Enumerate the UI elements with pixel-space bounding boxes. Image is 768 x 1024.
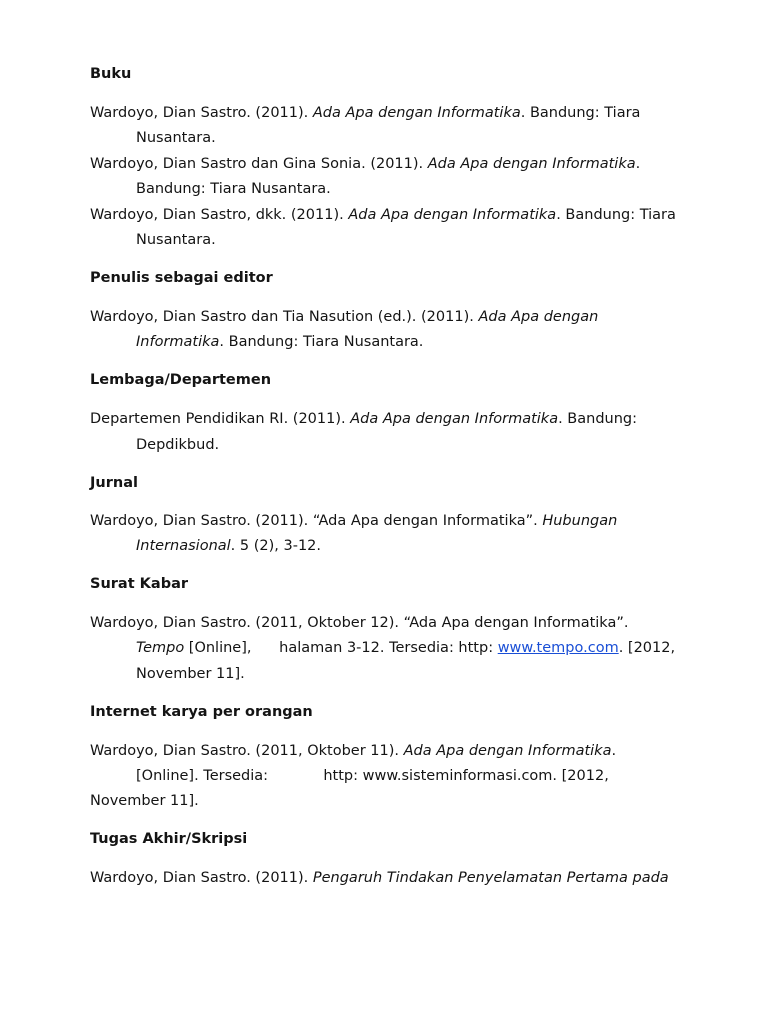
entry-line-indent: [Online]. Tersedia: http: www.sisteminformasi.com. [2012, [136,768,609,784]
entry-line-indent: Internasional. 5 (2), 3-12. [136,538,321,554]
entry-line: Wardoyo, Dian Sastro dan Tia Nasution (ed.). (2011). Ada Apa dengan [90,309,599,325]
section-heading: Buku [90,66,132,82]
entry-line-indent: Depdikbud. [136,437,220,453]
entry-line: Wardoyo, Dian Sastro, dkk. (2011). Ada Apa dengan Informatika. Bandung: Tiara [90,207,676,223]
section-heading: Lembaga/Departemen [90,372,272,388]
tempo-link[interactable]: www.tempo.com [497,640,619,656]
entry-line: Wardoyo, Dian Sastro. (2011). Pengaruh Tindakan Penyelamatan Pertama pada [90,870,669,886]
entry-line: Wardoyo, Dian Sastro. (2011, Oktober 12). “Ada Apa dengan Informatika”. [90,615,629,631]
entry-line-indent: November 11]. [136,666,245,682]
section-heading: Internet karya per orangan [90,704,313,720]
entry-line-indent: Nusantara. [136,130,216,146]
section-heading: Tugas Akhir/Skripsi [90,831,248,847]
entry-line-indent: Nusantara. [136,232,216,248]
entry-line: Wardoyo, Dian Sastro. (2011). “Ada Apa dengan Informatika”. Hubungan [90,513,618,529]
entry-line: Wardoyo, Dian Sastro dan Gina Sonia. (2011). Ada Apa dengan Informatika. [90,156,641,172]
section-heading: Surat Kabar [90,576,189,592]
entry-line-indent: Bandung: Tiara Nusantara. [136,181,331,197]
entry-line-indent: Tempo [Online], halaman 3-12. Tersedia: http: www.tempo.com. [2012, [136,640,676,656]
section-heading: Penulis sebagai editor [90,270,273,286]
entry-line: Wardoyo, Dian Sastro. (2011). Ada Apa dengan Informatika. Bandung: Tiara [90,105,641,121]
section-heading: Jurnal [90,475,138,491]
entry-line: November 11]. [90,793,199,809]
entry-line: Wardoyo, Dian Sastro. (2011, Oktober 11). Ada Apa dengan Informatika. [90,743,617,759]
entry-line-indent: Informatika. Bandung: Tiara Nusantara. [136,334,424,350]
entry-line: Departemen Pendidikan RI. (2011). Ada Apa dengan Informatika. Bandung: [90,411,638,427]
